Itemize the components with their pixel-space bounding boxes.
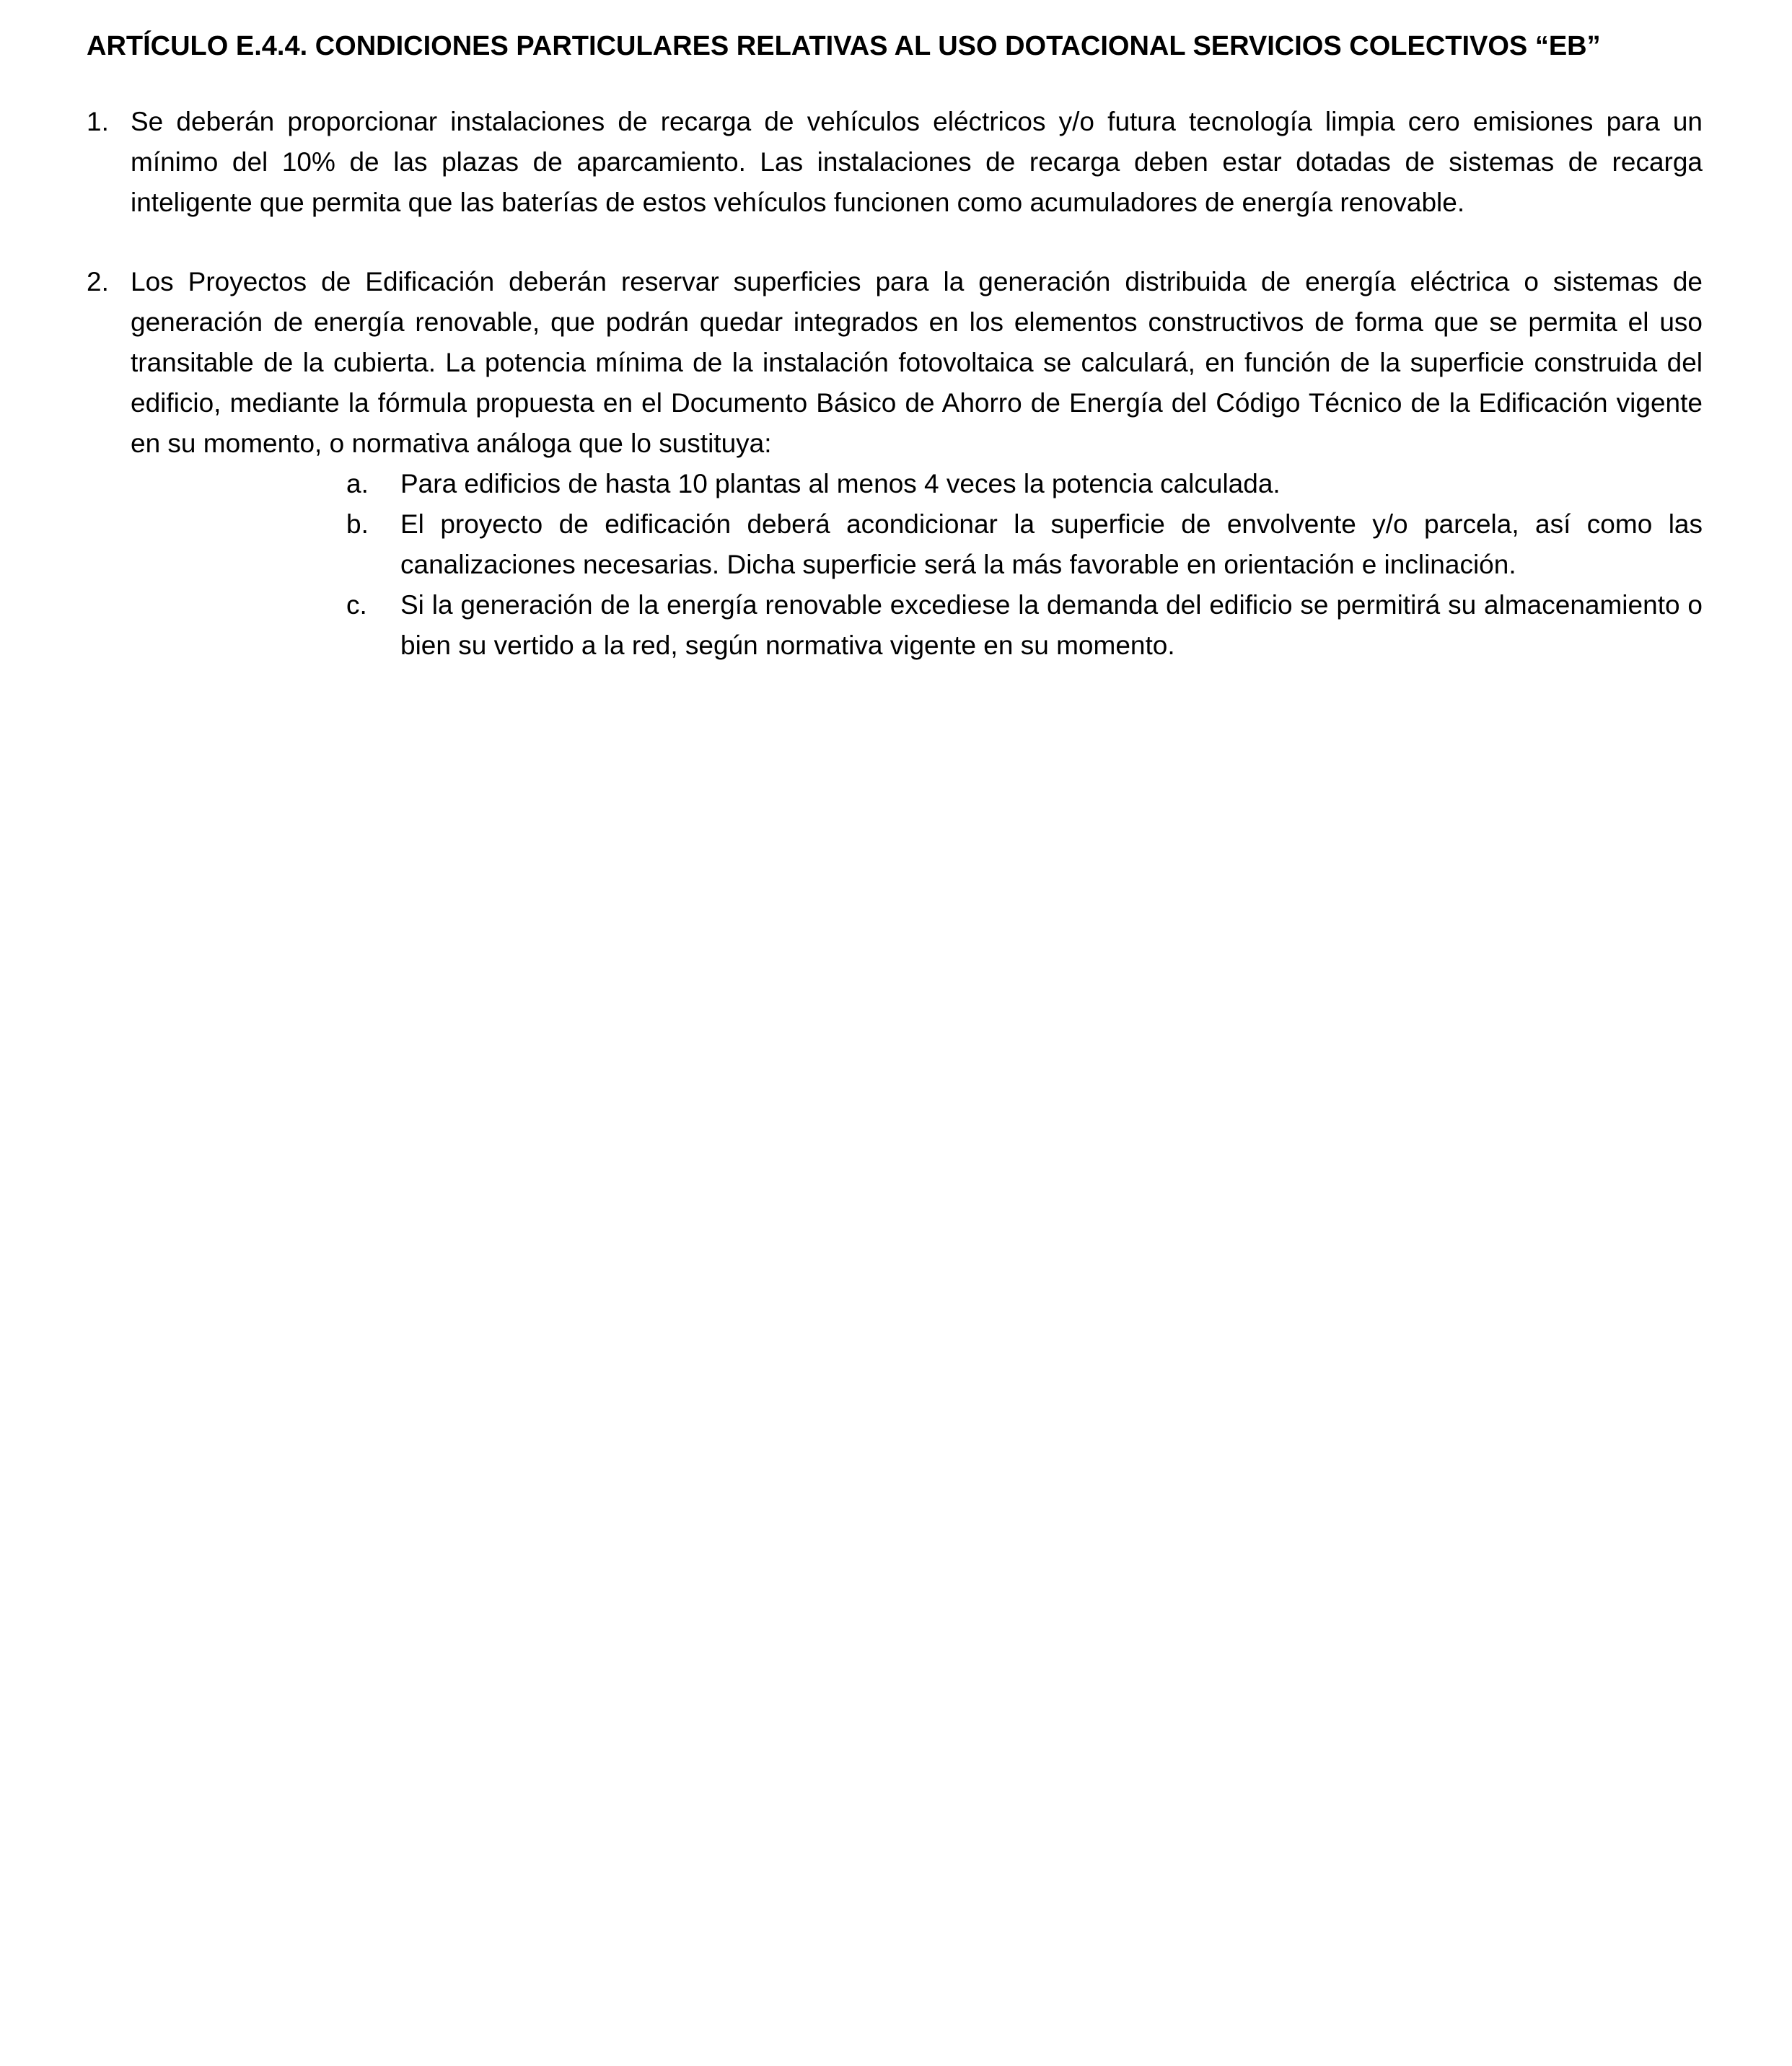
sub-item-b-letter: b. xyxy=(346,509,369,540)
sub-item-b xyxy=(346,504,1703,585)
list-item-2-text: Los Proyectos de Edificación deberán reservar superficies para la generación distribuida de energía eléctrica o sistemas de generación de energía renovable, que podrán quedar integrados en los elementos constructivos de forma que se permita el uso transitable de la cubierta. La potencia mínima de la instalación fotovoltaica se calculará, en función de la superficie construida del edificio, mediante la fórmula propuesta en el Documento Básico de Ahorro de Energía del Código Técnico de la Edificación vigente en su momento, o normativa análoga que lo sustituya: xyxy=(131,267,1703,459)
list-item-2 xyxy=(87,262,1703,666)
list-item-1-text: Se deberán proporcionar instalaciones de recarga de vehículos eléctricos y/o futura tecnología limpia cero emisiones para un mínimo del 10% de las plazas de aparcamiento. Las instalaciones de recarga deben estar dotadas de sistemas de recarga inteligente que permita que las baterías de estos vehículos funcionen como acumuladores de energía renovable. xyxy=(131,107,1703,218)
list-item-2-content xyxy=(131,262,1703,666)
list-item-2-number: 2. xyxy=(87,267,109,297)
sub-item-a-text: Para edificios de hasta 10 plantas al menos 4 veces la potencia calculada. xyxy=(400,469,1281,499)
sub-item-a xyxy=(346,464,1703,504)
sub-item-c-text: Si la generación de la energía renovable excediese la demanda del edificio se permitirá su almacenamiento o bien su vertido a la red, según normativa vigente en su momento. xyxy=(400,590,1703,661)
list-item-1-number: 1. xyxy=(87,107,109,137)
page-title: ARTÍCULO E.4.4. CONDICIONES PARTICULARES RELATIVAS AL USO DOTACIONAL SERVICIOS COLECTIVOS “EB” xyxy=(87,31,1601,61)
list-item-1 xyxy=(87,102,1703,223)
sub-item-c-letter: c. xyxy=(346,590,367,620)
sub-item-c xyxy=(346,585,1703,666)
sub-item-b-text: El proyecto de edificación deberá acondicionar la superficie de envolvente y/o parcela, así como las canalizaciones necesarias. Dicha superficie será la más favorable en orientación e inclinación. xyxy=(400,509,1703,580)
sub-list xyxy=(131,464,1703,666)
sub-item-a-letter: a. xyxy=(346,469,369,499)
